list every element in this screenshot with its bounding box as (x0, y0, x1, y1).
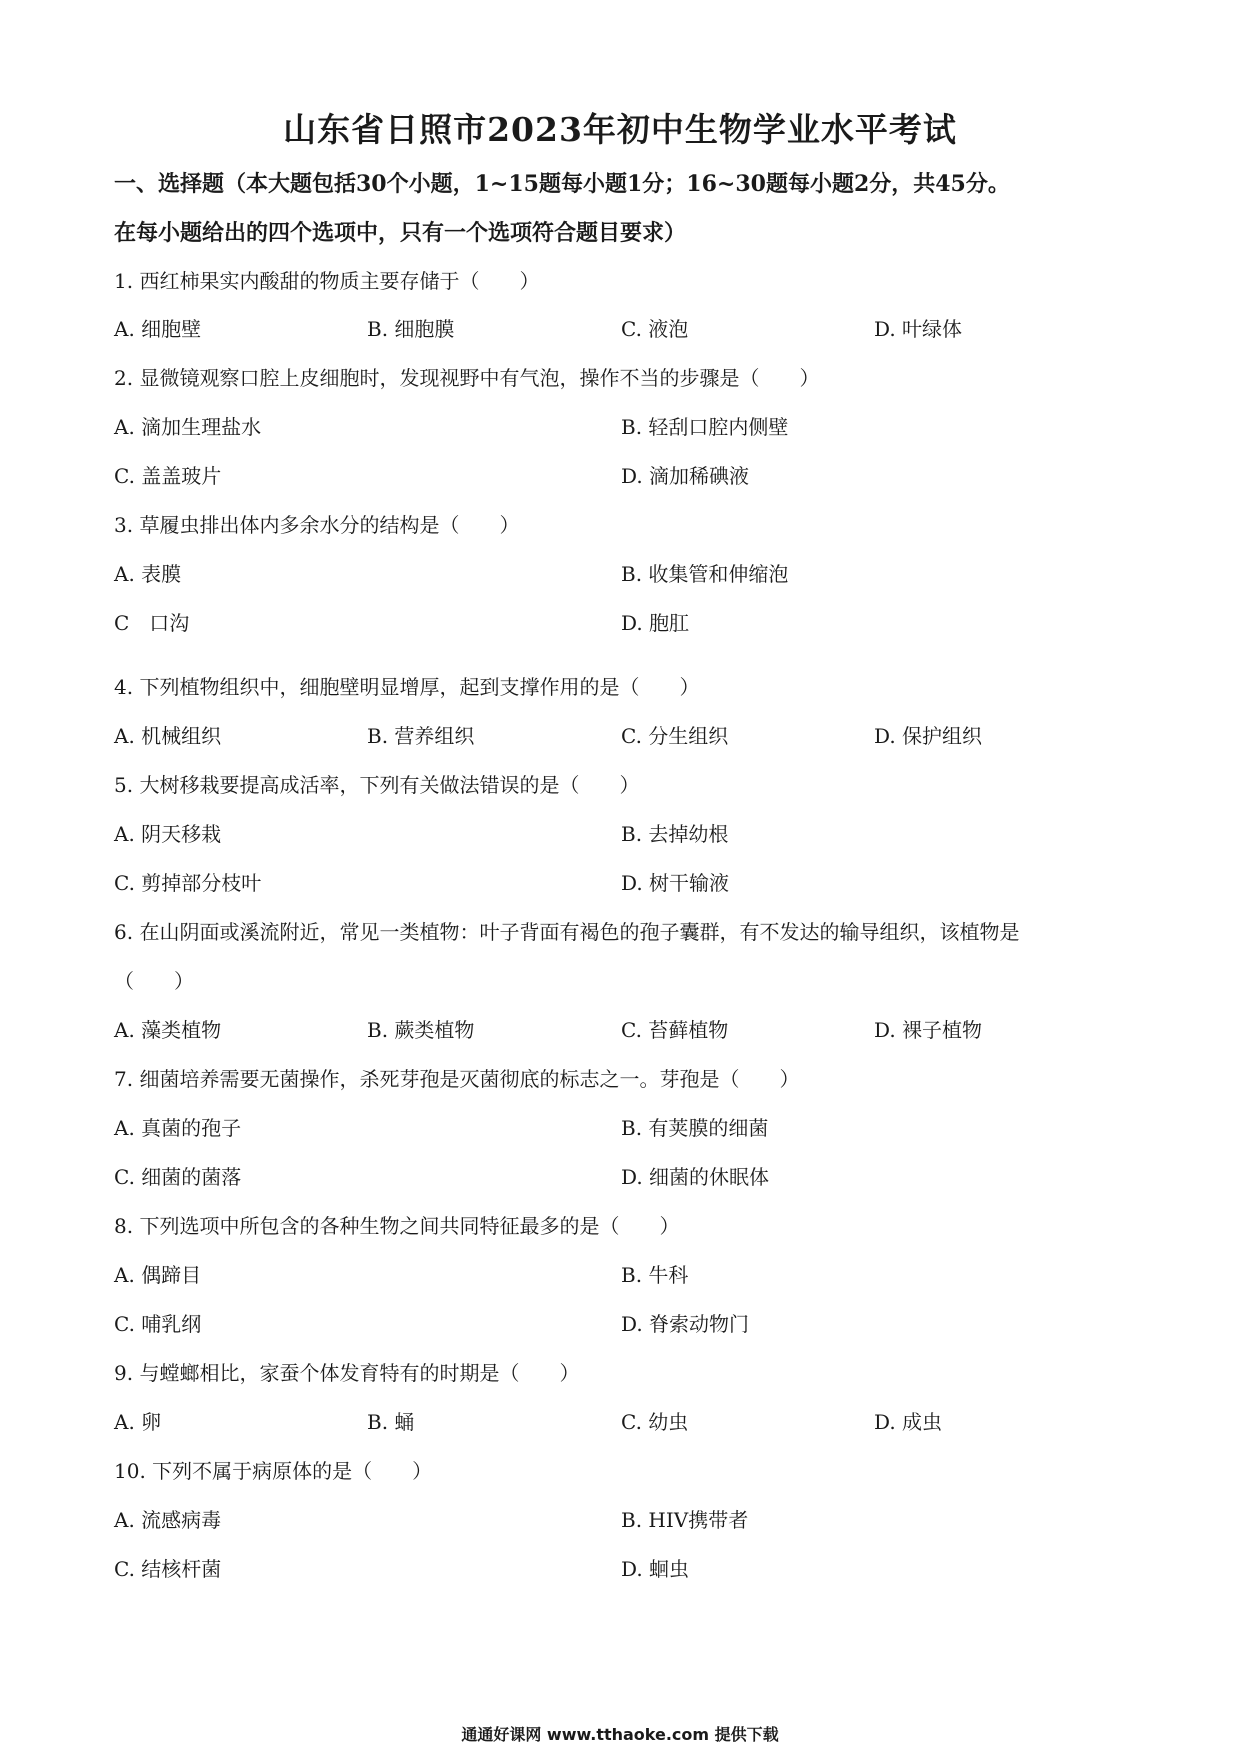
option-a: A. 真菌的孢子 (114, 1116, 242, 1140)
option-d: D. 脊索动物门 (621, 1312, 750, 1336)
question-3-options-row2 (114, 610, 1124, 636)
option-b: B. 蛹 (367, 1410, 415, 1434)
option-b: B. 细胞膜 (367, 317, 455, 341)
question-9-stem: 9. 与螳螂相比，家蚕个体发育特有的时期是（ ） (114, 1361, 580, 1385)
question-2-options-row2 (114, 463, 1124, 489)
question-10-options-row1 (114, 1507, 1124, 1533)
question-6-stem: 6. 在山阴面或溪流附近，常见一类植物：叶子背面有褐色的孢子囊群，有不发达的输导组织，该植物是 (114, 920, 1020, 944)
option-a: A. 流感病毒 (114, 1508, 222, 1532)
question-6-stem-continued: （ ） (114, 969, 194, 993)
option-c: C. 液泡 (621, 317, 689, 341)
question-5-stem: 5. 大树移栽要提高成活率，下列有关做法错误的是（ ） (114, 773, 640, 797)
option-a: A. 滴加生理盐水 (114, 415, 262, 439)
section-heading-line2: 在每小题给出的四个选项中，只有一个选项符合题目要求） (114, 220, 687, 246)
option-a: A. 细胞壁 (114, 317, 202, 341)
option-a: A. 偶蹄目 (114, 1263, 202, 1287)
question-8-options-row1 (114, 1262, 1124, 1288)
option-b: B. 营养组织 (367, 724, 475, 748)
option-c: C. 幼虫 (621, 1410, 689, 1434)
option-c: C. 分生组织 (621, 724, 729, 748)
question-7-options-row2 (114, 1164, 1124, 1190)
question-3-options-row1 (114, 561, 1124, 587)
option-b: B. 有荚膜的细菌 (621, 1116, 769, 1140)
option-d: D. 保护组织 (874, 724, 983, 748)
option-d: D. 胞肛 (621, 611, 690, 635)
question-9-options (114, 1409, 1124, 1435)
question-3-stem: 3. 草履虫排出体内多余水分的结构是（ ） (114, 513, 520, 537)
option-d: D. 成虫 (874, 1410, 943, 1434)
question-2-options-row1 (114, 414, 1124, 440)
option-c: C. 结核杆菌 (114, 1557, 222, 1581)
option-d: D. 树干输液 (621, 871, 730, 895)
option-d: D. 叶绿体 (874, 317, 963, 341)
option-a: A. 阴天移栽 (114, 822, 222, 846)
question-4-stem: 4. 下列植物组织中，细胞壁明显增厚，起到支撑作用的是（ ） (114, 675, 700, 699)
page-footer-watermark: 通通好课网 www.tthaoke.com 提供下载 (461, 1725, 779, 1744)
option-b: B. 收集管和伸缩泡 (621, 562, 789, 586)
question-8-options-row2 (114, 1311, 1124, 1337)
option-b: B. 轻刮口腔内侧壁 (621, 415, 789, 439)
question-5-options-row1 (114, 821, 1124, 847)
section-heading-line1: 一、选择题（本大题包括30个小题，1~15题每小题1分；16~30题每小题2分，共45分。 (114, 171, 1010, 197)
question-8-stem: 8. 下列选项中所包含的各种生物之间共同特征最多的是（ ） (114, 1214, 680, 1238)
option-d: D. 蛔虫 (621, 1557, 690, 1581)
option-c: C. 苔藓植物 (621, 1018, 729, 1042)
question-6-options (114, 1017, 1124, 1043)
option-c: C. 剪掉部分枝叶 (114, 871, 262, 895)
option-d: D. 滴加稀碘液 (621, 464, 750, 488)
option-a: A. 表膜 (114, 562, 182, 586)
option-c: C. 细菌的菌落 (114, 1165, 242, 1189)
question-2-stem: 2. 显微镜观察口腔上皮细胞时，发现视野中有气泡，操作不当的步骤是（ ） (114, 366, 820, 390)
question-7-stem: 7. 细菌培养需要无菌操作，杀死芽孢是灭菌彻底的标志之一。芽孢是（ ） (114, 1067, 800, 1091)
page-title: 山东省日照市2023年初中生物学业水平考试 (283, 110, 957, 149)
question-1-options (114, 316, 1124, 342)
option-c: C. 哺乳纲 (114, 1312, 202, 1336)
option-b: B. 去掉幼根 (621, 822, 729, 846)
option-c: C. 盖盖玻片 (114, 464, 222, 488)
question-5-options-row2 (114, 870, 1124, 896)
question-7-options-row1 (114, 1115, 1124, 1141)
option-d: D. 裸子植物 (874, 1018, 983, 1042)
question-4-options (114, 723, 1124, 749)
option-d: D. 细菌的休眠体 (621, 1165, 770, 1189)
question-1-stem: 1. 西红柿果实内酸甜的物质主要存储于（ ） (114, 269, 540, 293)
option-c: C 口沟 (114, 611, 190, 635)
option-a: A. 机械组织 (114, 724, 222, 748)
question-10-options-row2 (114, 1556, 1124, 1582)
option-a: A. 藻类植物 (114, 1018, 222, 1042)
option-b: B. 蕨类植物 (367, 1018, 475, 1042)
option-a: A. 卵 (114, 1410, 162, 1434)
question-10-stem: 10. 下列不属于病原体的是（ ） (114, 1459, 433, 1483)
option-b: B. 牛科 (621, 1263, 689, 1287)
option-b: B. HIV携带者 (621, 1508, 749, 1532)
